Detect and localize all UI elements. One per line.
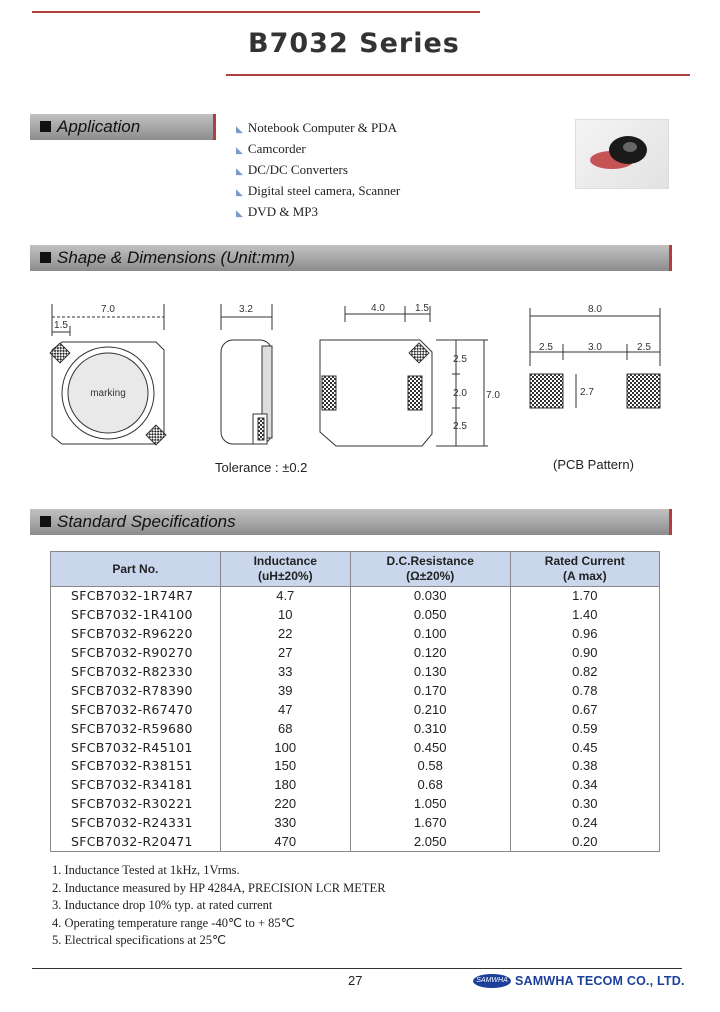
- table-row: SFCB7032-R38151 150 0.58 0.38: [51, 757, 660, 776]
- table-row: SFCB7032-R59680 68 0.310 0.59: [51, 719, 660, 738]
- table-row: SFCB7032-R82330 33 0.130 0.82: [51, 663, 660, 682]
- dim-front-total: 7.0: [486, 390, 500, 401]
- triangle-bullet-icon: ◣: [236, 124, 243, 134]
- dim-front-h3: 2.5: [453, 421, 467, 432]
- note-item: 3. Inductance drop 10% typ. at rated current: [52, 898, 273, 913]
- table-row: SFCB7032-R34181 180 0.68 0.34: [51, 776, 660, 795]
- dim-pcb-b: 3.0: [588, 342, 602, 353]
- top-rule: [32, 11, 480, 13]
- dim-pcb-total: 8.0: [588, 304, 602, 315]
- dimension-drawing: [40, 296, 680, 456]
- product-photo: [575, 119, 669, 189]
- note-item: 5. Electrical specifications at 25℃: [52, 933, 227, 948]
- col-inductance: Inductance (uH±20%): [220, 552, 350, 587]
- table-row: SFCB7032-1R4100 10 0.050 1.40: [51, 606, 660, 625]
- triangle-bullet-icon: ◣: [236, 187, 243, 197]
- list-item: ◣ Digital steel camera, Scanner: [236, 183, 401, 198]
- note-item: 2. Inductance measured by HP 4284A, PRECISION LCR METER: [52, 880, 386, 895]
- square-bullet-icon: [40, 252, 51, 263]
- specifications-table: [50, 551, 660, 852]
- table-row: SFCB7032-R78390 39 0.170 0.78: [51, 681, 660, 700]
- triangle-bullet-icon: ◣: [236, 208, 243, 218]
- triangle-bullet-icon: ◣: [236, 145, 243, 155]
- dim-top-width: 7.0: [101, 304, 115, 315]
- company-name: SAMWHA TECOM CO., LTD.: [515, 974, 685, 988]
- table-row: SFCB7032-R90270 27 0.120 0.90: [51, 644, 660, 663]
- dim-front-h1: 2.5: [453, 354, 467, 365]
- marking-label: marking: [90, 388, 126, 399]
- dim-front-h2: 2.0: [453, 388, 467, 399]
- inductor-image: [576, 120, 668, 188]
- list-item: ◣ DVD & MP3: [236, 204, 318, 219]
- square-bullet-icon: [40, 121, 51, 132]
- company-block: [473, 974, 685, 988]
- col-part-no: Part No.: [51, 552, 221, 587]
- dim-side-width: 3.2: [239, 304, 253, 315]
- application-list: [236, 117, 400, 222]
- samwha-logo-icon: SAMWHA: [473, 974, 511, 988]
- table-row: SFCB7032-R24331 330 1.670 0.24: [51, 814, 660, 833]
- footer-rule: [32, 968, 682, 969]
- page-number: 27: [348, 973, 363, 988]
- pcb-pattern-label: (PCB Pattern): [553, 457, 634, 472]
- dim-pcb-a: 2.5: [539, 342, 553, 353]
- table-row: SFCB7032-R20471 470 2.050 0.20: [51, 833, 660, 852]
- shape-heading: Shape & Dimensions (Unit:mm): [30, 245, 672, 271]
- square-bullet-icon: [40, 516, 51, 527]
- application-heading: Application: [30, 114, 216, 140]
- col-dc-resistance: D.C.Resistance (Ω±20%): [350, 552, 510, 587]
- list-item: ◣ DC/DC Converters: [236, 162, 348, 177]
- triangle-bullet-icon: ◣: [236, 166, 243, 176]
- table-row: SFCB7032-R30221 220 1.050 0.30: [51, 795, 660, 814]
- col-rated-current: Rated Current (A max): [510, 552, 659, 587]
- specifications-heading: Standard Specifications: [30, 509, 672, 535]
- dim-top-pad: 1.5: [54, 320, 68, 331]
- page-title: B7032 Series: [248, 28, 460, 59]
- table-row: SFCB7032-R45101 100 0.450 0.45: [51, 738, 660, 757]
- dim-pcb-c: 2.5: [637, 342, 651, 353]
- note-item: 4. Operating temperature range -40℃ to + 85℃: [52, 915, 295, 930]
- table-header-row: [51, 552, 660, 587]
- list-item: ◣ Notebook Computer & PDA: [236, 120, 398, 135]
- table-row: SFCB7032-R67470 47 0.210 0.67: [51, 700, 660, 719]
- table-row: SFCB7032-R96220 22 0.100 0.96: [51, 625, 660, 644]
- table-row: SFCB7032-1R74R7 4.7 0.030 1.70: [51, 587, 660, 606]
- list-item: ◣ Camcorder: [236, 141, 306, 156]
- dim-pcb-h: 2.7: [580, 387, 594, 398]
- dim-front-b: 1.5: [415, 303, 429, 314]
- notes-list: [52, 862, 386, 950]
- note-item: 1. Inductance Tested at 1kHz, 1Vrms.: [52, 863, 240, 877]
- tolerance-label: Tolerance : ±0.2: [215, 460, 308, 475]
- dim-front-a: 4.0: [371, 303, 385, 314]
- title-underline: [226, 74, 690, 76]
